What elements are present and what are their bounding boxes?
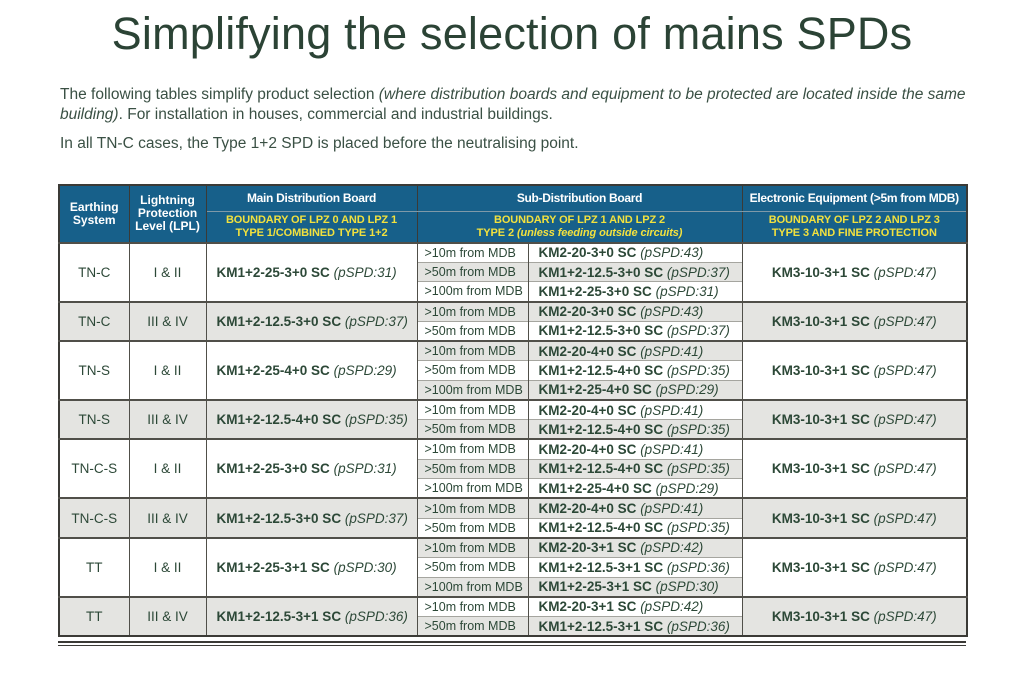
pspd-ref: (pSPD:31): [333, 461, 397, 477]
earthing-system-cell: TT: [59, 538, 129, 597]
lpl-cell: I & II: [129, 439, 206, 498]
pspd-ref: (pSPD:36): [666, 559, 730, 575]
product-code: KM2-20-4+0 SC: [538, 343, 637, 359]
distance-cell: >50m from MDB: [417, 558, 528, 578]
earthing-system-cell: TN-S: [59, 341, 129, 400]
distance-cell: >50m from MDB: [417, 459, 528, 479]
pspd-ref: (pSPD:47): [873, 559, 937, 575]
sdb-product-cell: [528, 518, 742, 538]
sdb-product-cell: [528, 420, 742, 440]
pspd-ref: (pSPD:31): [333, 264, 397, 280]
sdb-product-cell: [528, 439, 742, 459]
intro-text-2: . For installation in houses, commercial and industrial buildings.: [118, 106, 553, 123]
pspd-ref: (pSPD:37): [666, 323, 730, 339]
pspd-ref: (pSPD:35): [666, 362, 730, 378]
ee-product-cell: [742, 302, 967, 341]
product-code: KM1+2-25-3+0 SC: [216, 264, 330, 280]
intro-text-1: The following tables simplify product selection: [60, 86, 379, 103]
product-code: KM2-20-4+0 SC: [538, 441, 637, 457]
ee-product-cell: [742, 498, 967, 537]
distance-cell: >100m from MDB: [417, 479, 528, 499]
mdb-product-cell: [206, 302, 417, 341]
pspd-ref: (pSPD:47): [873, 313, 937, 329]
distance-cell: >10m from MDB: [417, 400, 528, 420]
pspd-ref: (pSPD:36): [666, 618, 730, 634]
product-code: KM1+2-12.5-3+0 SC: [538, 323, 664, 339]
product-code: KM1+2-12.5-3+0 SC: [216, 313, 342, 329]
pspd-ref: (pSPD:41): [640, 441, 704, 457]
distance-cell: >100m from MDB: [417, 577, 528, 597]
ee-product-cell: [742, 538, 967, 597]
sdb-product-cell: [528, 617, 742, 637]
sdb-boundary-line1: BOUNDARY OF LPZ 1 AND LPZ 2: [493, 213, 666, 226]
header-electronic-equipment: Electronic Equipment (>5m from MDB): [742, 185, 967, 211]
distance-cell: >10m from MDB: [417, 341, 528, 361]
distance-cell: >50m from MDB: [417, 361, 528, 381]
pspd-ref: (pSPD:41): [640, 343, 704, 359]
sdb-boundary-line2-italic: (unless feeding outside circuits): [516, 226, 683, 239]
mdb-product-cell: [206, 597, 417, 636]
product-code: KM1+2-12.5-4+0 SC: [216, 412, 342, 428]
pspd-ref: (pSPD:37): [666, 264, 730, 280]
sdb-product-cell: [528, 361, 742, 381]
pspd-ref: (pSPD:31): [655, 283, 719, 299]
distance-cell: >10m from MDB: [417, 597, 528, 617]
sdb-product-cell: [528, 538, 742, 558]
header-earthing-system: Earthing System: [59, 185, 129, 243]
product-code: KM1+2-12.5-3+1 SC: [216, 609, 342, 625]
sdb-product-cell: [528, 459, 742, 479]
product-code: KM3-10-3+1 SC: [771, 559, 870, 575]
distance-cell: >50m from MDB: [417, 321, 528, 341]
product-code: KM2-20-3+0 SC: [538, 245, 637, 261]
spd-selection-table: [58, 184, 968, 637]
earthing-system-cell: TN-C: [59, 302, 129, 341]
lpl-cell: III & IV: [129, 400, 206, 439]
pspd-ref: (pSPD:35): [344, 412, 408, 428]
earthing-system-cell: TN-C-S: [59, 439, 129, 498]
pspd-ref: (pSPD:47): [873, 264, 937, 280]
intro-paragraph: [60, 85, 966, 125]
ee-product-cell: [742, 400, 967, 439]
lpl-cell: I & II: [129, 341, 206, 400]
sdb-product-cell: [528, 341, 742, 361]
distance-cell: >50m from MDB: [417, 617, 528, 637]
pspd-ref: (pSPD:41): [640, 402, 704, 418]
distance-cell: >100m from MDB: [417, 380, 528, 400]
product-code: KM1+2-25-4+0 SC: [538, 382, 652, 398]
product-code: KM3-10-3+1 SC: [771, 510, 870, 526]
pspd-ref: (pSPD:35): [666, 520, 730, 536]
distance-cell: >50m from MDB: [417, 518, 528, 538]
pspd-ref: (pSPD:37): [344, 510, 408, 526]
distance-cell: >10m from MDB: [417, 302, 528, 322]
document-page: [0, 8, 1024, 677]
mdb-product-cell: [206, 498, 417, 537]
lpl-cell: III & IV: [129, 597, 206, 636]
intro-note: In all TN-C cases, the Type 1+2 SPD is placed before the neutralising point.: [60, 135, 579, 152]
pspd-ref: (pSPD:29): [333, 362, 397, 378]
pspd-ref: (pSPD:42): [640, 599, 704, 615]
product-code: KM1+2-25-3+0 SC: [538, 283, 652, 299]
pspd-ref: (pSPD:47): [873, 510, 937, 526]
distance-cell: >10m from MDB: [417, 538, 528, 558]
distance-cell: >10m from MDB: [417, 243, 528, 263]
product-code: KM1+2-12.5-3+0 SC: [216, 510, 342, 526]
product-code: KM1+2-25-3+1 SC: [538, 579, 652, 595]
sdb-product-cell: [528, 302, 742, 322]
product-code: KM3-10-3+1 SC: [771, 412, 870, 428]
earthing-system-cell: TN-S: [59, 400, 129, 439]
lpl-cell: III & IV: [129, 498, 206, 537]
product-code: KM1+2-12.5-4+0 SC: [538, 421, 664, 437]
pspd-ref: (pSPD:30): [655, 579, 719, 595]
sdb-boundary-line2-bold: TYPE 2: [476, 226, 514, 239]
pspd-ref: (pSPD:43): [640, 304, 704, 320]
product-code: KM3-10-3+1 SC: [771, 264, 870, 280]
product-code: KM3-10-3+1 SC: [771, 609, 870, 625]
product-code: KM1+2-12.5-4+0 SC: [538, 362, 664, 378]
mdb-product-cell: [206, 439, 417, 498]
product-code: KM1+2-12.5-3+0 SC: [538, 264, 664, 280]
intro-text-italic: (where distribution boards and equipment to be protected are located inside the same building): [60, 86, 966, 123]
product-code: KM1+2-25-4+0 SC: [216, 362, 330, 378]
pspd-ref: (pSPD:29): [655, 480, 719, 496]
pspd-ref: (pSPD:47): [873, 609, 937, 625]
header-sub-distribution-board: Sub-Distribution Board: [417, 185, 742, 211]
distance-cell: >50m from MDB: [417, 420, 528, 440]
sdb-product-cell: [528, 597, 742, 617]
sdb-product-cell: [528, 321, 742, 341]
pspd-ref: (pSPD:47): [873, 412, 937, 428]
mdb-boundary-line1: BOUNDARY OF LPZ 0 AND LPZ 1: [225, 213, 398, 226]
sdb-product-cell: [528, 380, 742, 400]
sdb-product-cell: [528, 243, 742, 263]
pspd-ref: (pSPD:30): [333, 559, 397, 575]
ee-product-cell: [742, 243, 967, 302]
product-code: KM2-20-4+0 SC: [538, 501, 637, 517]
sdb-product-cell: [528, 262, 742, 282]
product-code: KM3-10-3+1 SC: [771, 362, 870, 378]
ee-boundary-line1: BOUNDARY OF LPZ 2 AND LPZ 3: [768, 213, 940, 226]
mdb-product-cell: [206, 538, 417, 597]
ee-product-cell: [742, 597, 967, 636]
ee-boundary-line2: TYPE 3 AND FINE PROTECTION: [771, 226, 937, 239]
product-code: KM1+2-25-3+0 SC: [216, 461, 330, 477]
sdb-product-cell: [528, 498, 742, 518]
product-code: KM2-20-3+0 SC: [538, 304, 637, 320]
pspd-ref: (pSPD:43): [640, 245, 704, 261]
ee-product-cell: [742, 439, 967, 498]
header-lpl: Lightning Protection Level (LPL): [129, 185, 206, 243]
pspd-ref: (pSPD:36): [344, 609, 408, 625]
product-code: KM1+2-12.5-4+0 SC: [538, 461, 664, 477]
intro-block: [60, 85, 966, 154]
product-code: KM3-10-3+1 SC: [771, 461, 870, 477]
lpl-cell: I & II: [129, 538, 206, 597]
pspd-ref: (pSPD:47): [873, 362, 937, 378]
mdb-boundary-line2: TYPE 1/COMBINED TYPE 1+2: [235, 226, 388, 239]
earthing-system-cell: TN-C-S: [59, 498, 129, 537]
product-code: KM1+2-12.5-3+1 SC: [538, 618, 664, 634]
subheader-sdb-boundary: [417, 211, 742, 243]
pspd-ref: (pSPD:41): [640, 501, 704, 517]
header-main-distribution-board: Main Distribution Board: [206, 185, 417, 211]
page-title: Simplifying the selection of mains SPDs: [111, 8, 913, 59]
pspd-ref: (pSPD:42): [640, 540, 704, 556]
mdb-product-cell: [206, 341, 417, 400]
mdb-product-cell: [206, 243, 417, 302]
ee-product-cell: [742, 341, 967, 400]
distance-cell: >10m from MDB: [417, 439, 528, 459]
lpl-cell: I & II: [129, 243, 206, 302]
product-code: KM3-10-3+1 SC: [771, 313, 870, 329]
pspd-ref: (pSPD:35): [666, 421, 730, 437]
product-code: KM2-20-4+0 SC: [538, 402, 637, 418]
pspd-ref: (pSPD:35): [666, 461, 730, 477]
subheader-ee-boundary: [742, 211, 967, 243]
product-code: KM1+2-12.5-4+0 SC: [538, 520, 664, 536]
product-code: KM2-20-3+1 SC: [538, 599, 637, 615]
product-code: KM2-20-3+1 SC: [538, 540, 637, 556]
pspd-ref: (pSPD:37): [344, 313, 408, 329]
subheader-mdb-boundary: [206, 211, 417, 243]
pspd-ref: (pSPD:47): [873, 461, 937, 477]
product-code: KM1+2-12.5-3+1 SC: [538, 559, 664, 575]
mdb-product-cell: [206, 400, 417, 439]
distance-cell: >50m from MDB: [417, 262, 528, 282]
sdb-product-cell: [528, 400, 742, 420]
pspd-ref: (pSPD:29): [655, 382, 719, 398]
lpl-cell: III & IV: [129, 302, 206, 341]
sdb-product-cell: [528, 558, 742, 578]
earthing-system-cell: TT: [59, 597, 129, 636]
bottom-divider: [58, 641, 966, 646]
earthing-system-cell: TN-C: [59, 243, 129, 302]
product-code: KM1+2-25-4+0 SC: [538, 480, 652, 496]
sdb-product-cell: [528, 479, 742, 499]
sdb-product-cell: [528, 577, 742, 597]
product-code: KM1+2-25-3+1 SC: [216, 559, 330, 575]
distance-cell: >10m from MDB: [417, 498, 528, 518]
sdb-product-cell: [528, 282, 742, 302]
distance-cell: >100m from MDB: [417, 282, 528, 302]
